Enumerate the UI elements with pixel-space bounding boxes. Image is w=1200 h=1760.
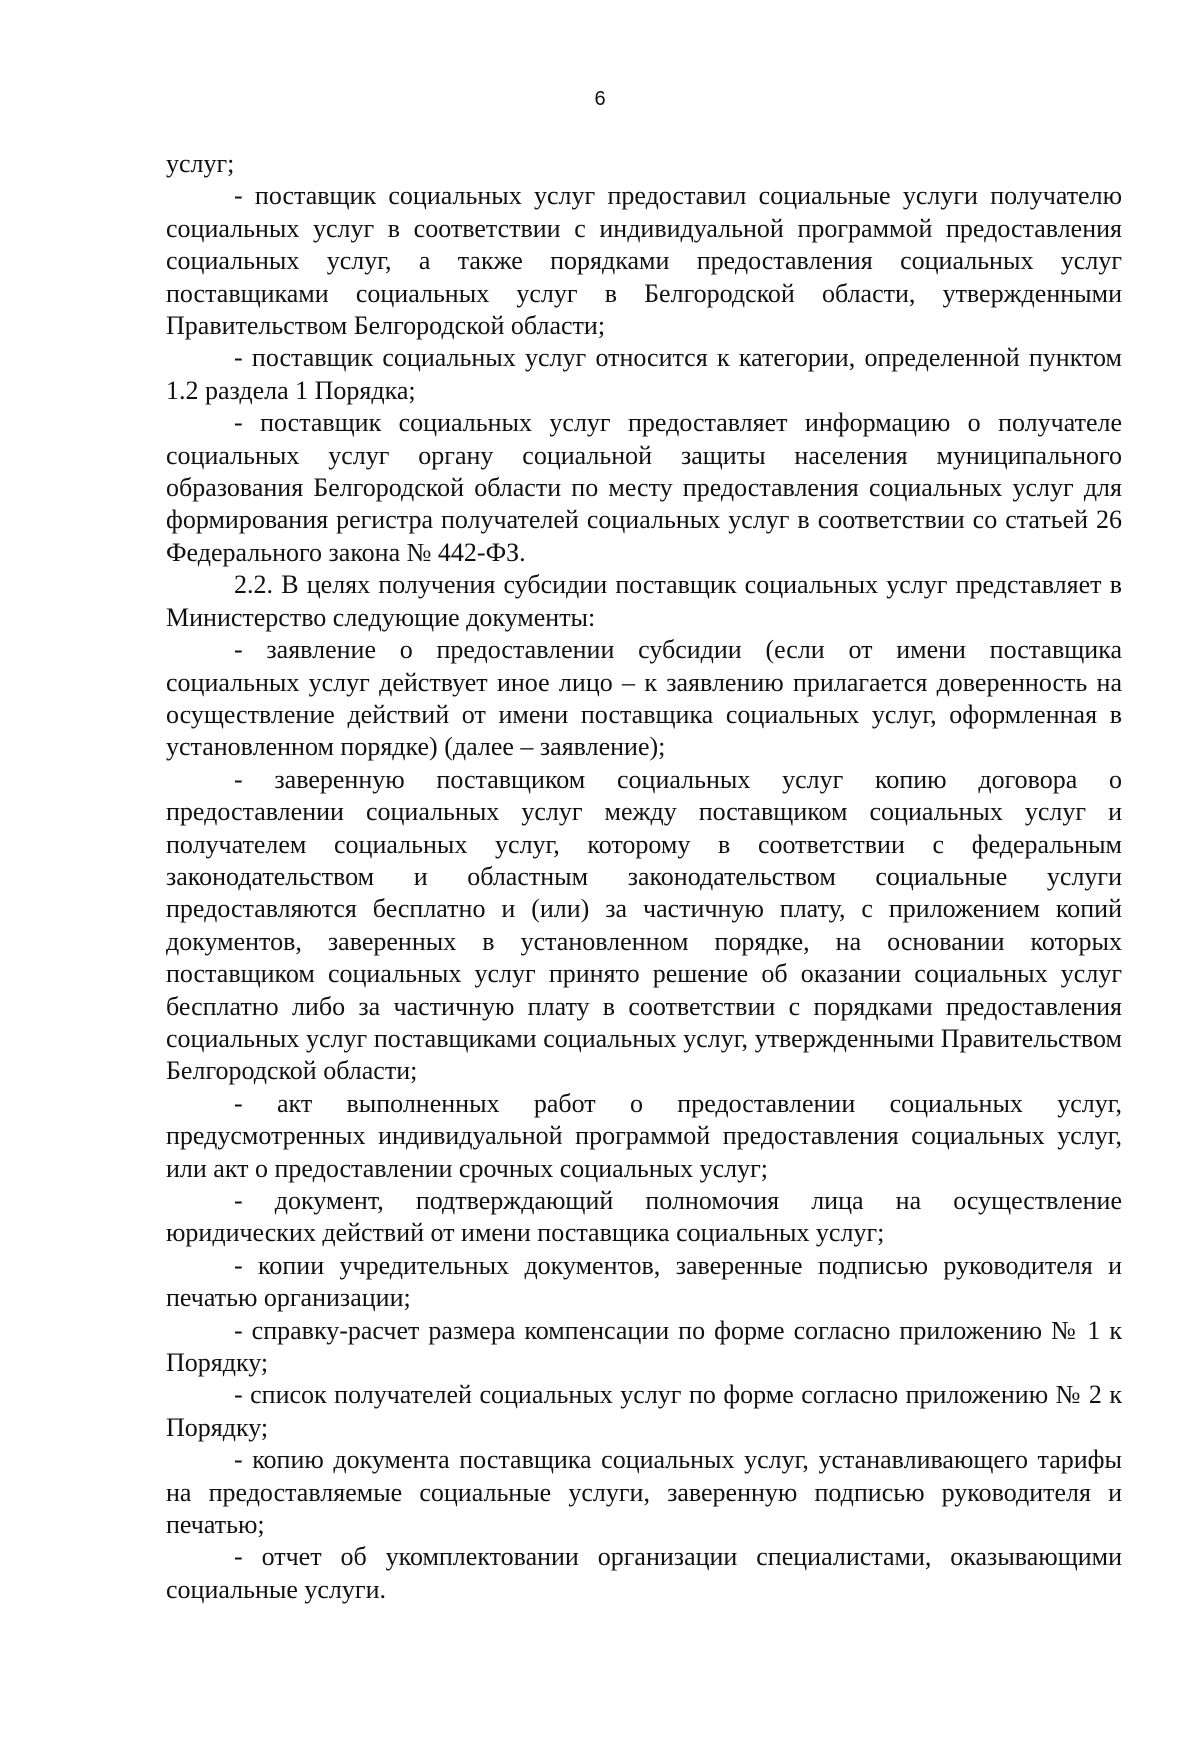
document-text [166, 148, 1122, 1606]
paragraph-founding-documents: - копии учредительных документов, заверенные подписью руководителя и печатью организации; [166, 1250, 1122, 1313]
paragraph-recipients-list: - список получателей социальных услуг по форме согласно приложению № 2 к Порядку; [166, 1380, 1122, 1442]
paragraph-work-act: - акт выполненных работ о предоставлении социальных услуг, предусмотренных индивидуальной программой предоставления социальных услуг, или акт о предоставлении срочных социальных услуг; [166, 1088, 1122, 1183]
paragraph-contract-copy: - заверенную поставщиком социальных услуг копию договора о предоставлении социальных услуг между поставщиком социальных услуг и получателем социальных услуг, которому в соответствии с федеральным законодательством и областным законодательством социальные услуги предоставляются бесплатно и (или) за частичную плату, с приложением копий документов, заверенных в установленном порядке, на основании которых поставщиком социальных услуг принято решение об оказании социальных услуг бесплатно либо за частичную плату в соответствии с порядками предоставления социальных услуг поставщиками социальных услуг, утвержденными Правительством Белгородской области; [166, 764, 1122, 1086]
page-number: 6 [594, 88, 606, 110]
paragraph-provider-category: - поставщик социальных услуг относится к категории, определенной пунктом 1.2 раздела 1 Порядка; [166, 343, 1122, 405]
paragraph-staffing-report: - отчет об укомплектовании организации специалистами, оказывающими социальные услуги. [166, 1542, 1122, 1604]
paragraph-section-2-2: 2.2. В целях получения субсидии поставщик социальных услуг представляет в Министерство следующие документы: [166, 570, 1122, 632]
paragraph-calculation-certificate: - справку-расчет размера компенсации по форме согласно приложению № 1 к Порядку; [166, 1315, 1122, 1378]
paragraph-application: - заявление о предоставлении субсидии (если от имени поставщика социальных услуг действует иное лицо – к заявлению прилагается доверенность на осуществление действий от имени поставщика социальных услуг, оформленная в установленном порядке) (далее – заявление); [166, 635, 1122, 762]
paragraph-provider-info-register: - поставщик социальных услуг предоставляет информацию о получателе социальных услуг органу социальной защиты населения муниципального образования Белгородской области по месту предоставления социальных услуг для формирования регистра получателей социальных услуг в соответствии со статьей 26 Федерального закона № 442-ФЗ. [166, 408, 1122, 567]
paragraph-tariffs-document: - копию документа поставщика социальных услуг, устанавливающего тарифы на предоставляемые социальные услуги, заверенную подписью руководителя и печатью; [166, 1445, 1122, 1540]
paragraph-continuation: услуг; [166, 149, 235, 178]
paragraph-authority-document: - документ, подтверждающий полномочия лица на осуществление юридических действий от имени поставщика социальных услуг; [166, 1186, 1122, 1248]
paragraph-provider-provided-services: - поставщик социальных услуг предоставил социальные услуги получателю социальных услуг в соответствии с индивидуальной программой предоставления социальных услуг, а также порядками предоставления социальных услуг поставщиками социальных услуг в Белгородской области, утвержденными Правительством Белгородской области; [166, 181, 1122, 341]
